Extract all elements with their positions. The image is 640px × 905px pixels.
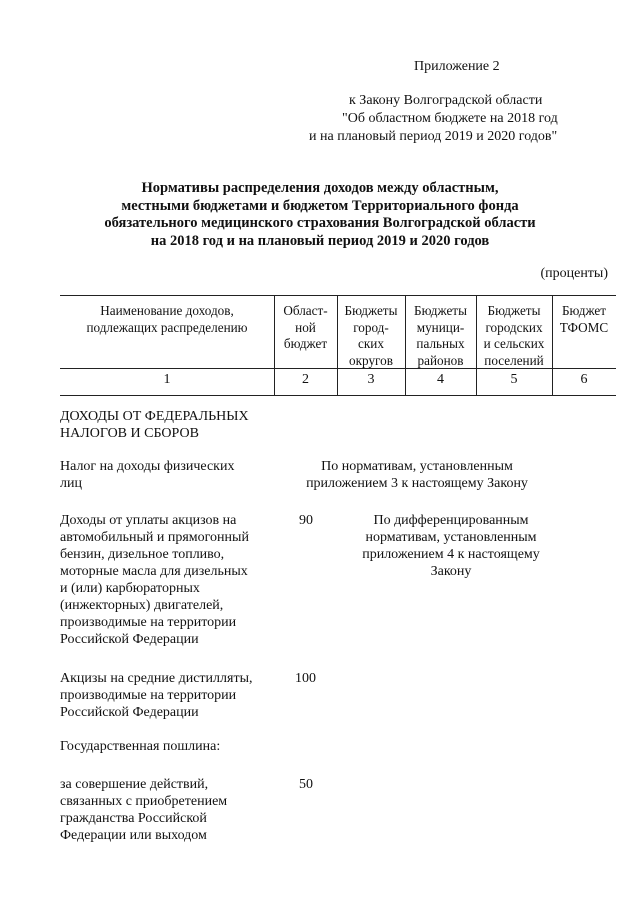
row-text: за совершение действий, bbox=[60, 777, 209, 792]
header-col-name bbox=[60, 303, 274, 336]
appendix-number: Приложение 2 bbox=[414, 59, 500, 74]
table-header bbox=[60, 295, 616, 396]
title-line: на 2018 год и на плановый период 2019 и 2020 годов bbox=[150, 232, 490, 249]
header-text: и сельских bbox=[483, 336, 545, 351]
row-text: автомобильный и прямогонный bbox=[60, 530, 249, 545]
row-text: производимые на территории bbox=[60, 615, 237, 630]
header-text: бюджет bbox=[283, 336, 328, 351]
header-text: городских bbox=[485, 319, 543, 335]
header-text: ских bbox=[358, 336, 384, 351]
title-line: обязательного медицинского страхования Волгоградской области bbox=[104, 215, 536, 231]
header-text: поселений bbox=[484, 352, 544, 368]
header-text: ТФОМС bbox=[559, 319, 609, 335]
header-text: Бюджеты bbox=[344, 303, 398, 318]
row-text: гражданства Российской bbox=[60, 811, 207, 826]
row-value-duty-citizenship: 50 bbox=[299, 777, 313, 792]
header-text: ной bbox=[295, 319, 316, 335]
section-text: НАЛОГОВ И СБОРОВ bbox=[60, 426, 199, 441]
note-text: приложением 4 к настоящему bbox=[362, 547, 540, 562]
header-text: Бюджет bbox=[561, 303, 607, 318]
row-label-state-duty bbox=[60, 738, 220, 755]
table-border-top bbox=[60, 295, 616, 296]
header-text: Бюджеты bbox=[487, 303, 541, 318]
row-text: лиц bbox=[60, 476, 82, 491]
row-note-ndfl bbox=[280, 458, 554, 492]
header-text: районов bbox=[417, 352, 464, 368]
header-col-settlements bbox=[476, 303, 552, 369]
note-text: По дифференцированным bbox=[373, 513, 529, 528]
row-text: Российской Федерации bbox=[60, 705, 199, 720]
col-number: 6 bbox=[580, 372, 588, 387]
header-text: Наименование доходов, bbox=[100, 303, 234, 318]
note-text: приложением 3 к настоящему Закону bbox=[306, 476, 528, 491]
row-note-excise-fuel bbox=[340, 512, 562, 580]
col-number: 5 bbox=[510, 372, 518, 387]
title-line: Нормативы распределения доходов между областным, bbox=[141, 180, 499, 196]
header-text: Област- bbox=[283, 303, 328, 318]
row-text: бензин, дизельное топливо, bbox=[60, 547, 225, 562]
row-label-excise-distillates bbox=[60, 670, 252, 721]
header-text: муници- bbox=[416, 319, 465, 335]
col-number: 2 bbox=[302, 372, 309, 387]
title-line: местными бюджетами и бюджетом Территориального фонда bbox=[121, 197, 519, 214]
row-value-excise-distillates: 100 bbox=[295, 671, 316, 686]
appendix-law-title-2: и на плановый период 2019 и 2020 годов" bbox=[309, 129, 558, 144]
note-text: Закону bbox=[430, 564, 472, 579]
header-text: подлежащих распределению bbox=[86, 319, 248, 335]
appendix-law-title-1: "Об областном бюджете на 2018 год bbox=[342, 111, 558, 126]
section-heading bbox=[60, 408, 249, 442]
col-number: 1 bbox=[163, 372, 171, 387]
appendix-law-ref: к Закону Волгоградской области bbox=[349, 93, 543, 108]
row-text: и (или) карбюраторных bbox=[60, 581, 200, 596]
row-text: Федерации или выходом bbox=[60, 828, 207, 843]
header-text: округов bbox=[349, 352, 393, 368]
section-text: ДОХОДЫ ОТ ФЕДЕРАЛЬНЫХ bbox=[60, 409, 249, 424]
row-text: Российской Федерации bbox=[60, 632, 199, 647]
table-border-bottom bbox=[60, 395, 616, 396]
note-text: нормативам, установленным bbox=[365, 530, 537, 545]
header-text: пальных bbox=[416, 336, 465, 351]
row-text: связанных с приобретением bbox=[60, 794, 228, 809]
header-col-urban bbox=[337, 303, 405, 369]
row-text: Государственная пошлина: bbox=[60, 739, 221, 754]
col-number: 4 bbox=[437, 372, 444, 387]
row-label-excise-fuel bbox=[60, 512, 249, 648]
units-label: (проценты) bbox=[540, 266, 608, 281]
row-label-duty-citizenship bbox=[60, 776, 227, 844]
header-text: город- bbox=[353, 319, 389, 335]
header-text: Бюджеты bbox=[414, 303, 467, 318]
row-text: Доходы от уплаты акцизов на bbox=[60, 513, 237, 528]
row-value-excise-fuel: 90 bbox=[299, 513, 313, 528]
row-text: (инжекторных) двигателей, bbox=[60, 598, 224, 613]
header-col-regional bbox=[274, 303, 337, 353]
note-text: По нормативам, установленным bbox=[321, 459, 513, 474]
col-number: 3 bbox=[367, 372, 375, 387]
header-col-municipal bbox=[405, 303, 476, 369]
row-label-ndfl bbox=[60, 458, 234, 492]
row-text: Акцизы на средние дистилляты, bbox=[60, 671, 253, 686]
row-text: моторные масла для дизельных bbox=[60, 564, 248, 579]
row-text: производимые на территории bbox=[60, 688, 237, 703]
row-text: Налог на доходы физических bbox=[60, 459, 235, 474]
header-col-tfoms bbox=[552, 303, 616, 336]
document-title bbox=[60, 180, 580, 250]
